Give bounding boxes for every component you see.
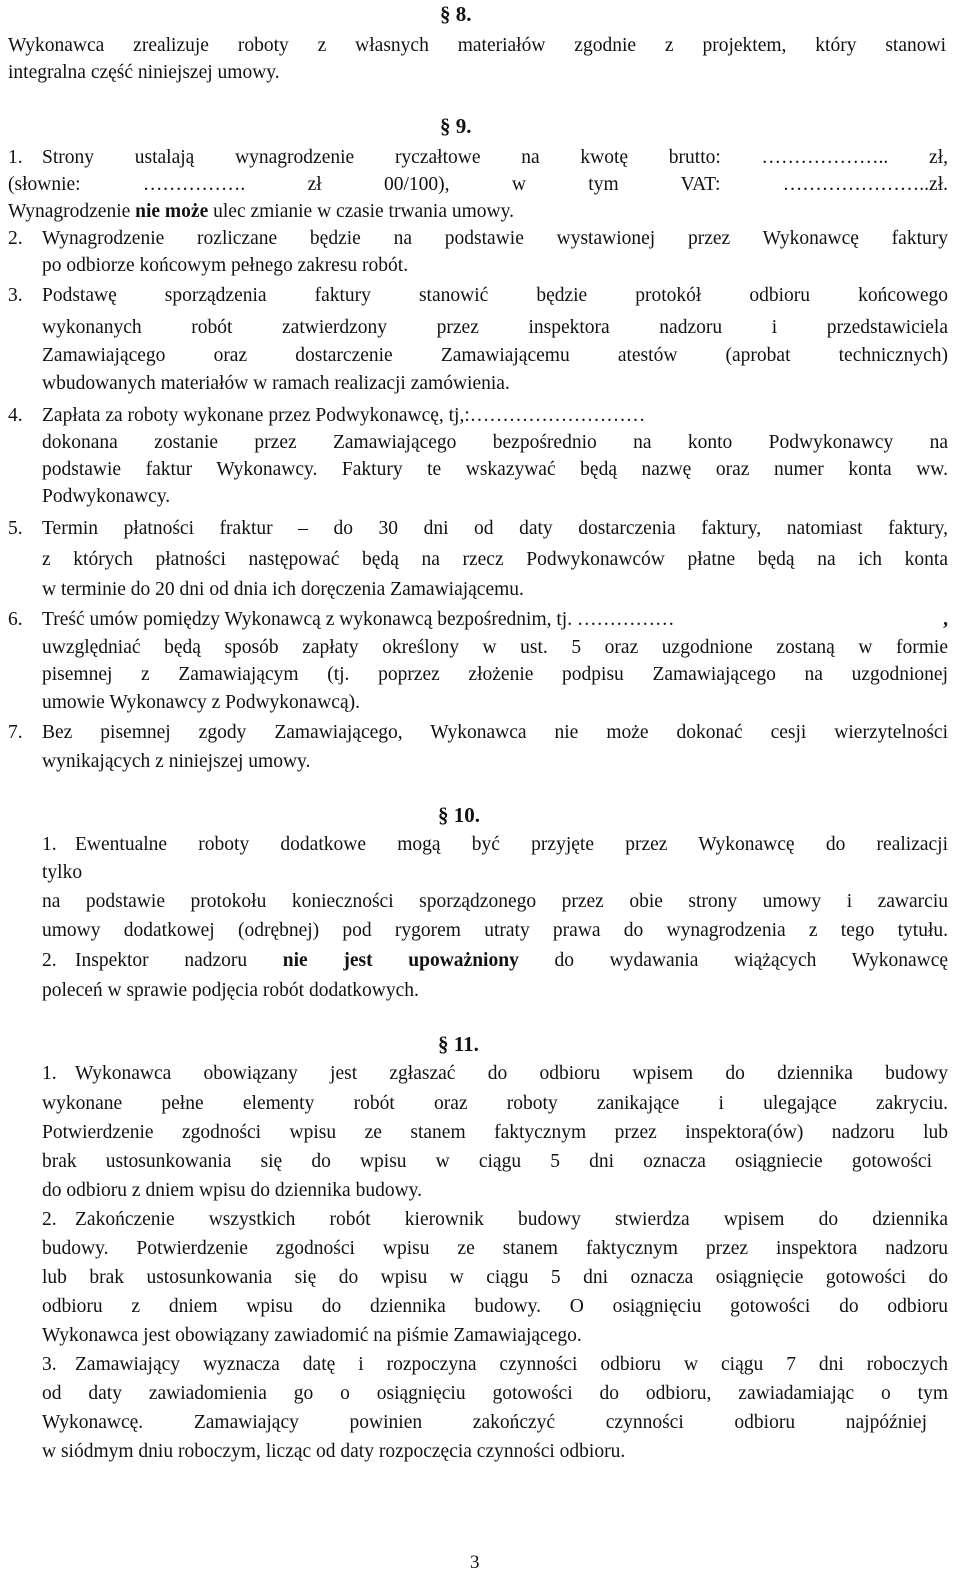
s9-p3-line-2: wykonanych robót zatwierdzony przez inspektora nadzoru i przedstawiciela	[42, 317, 948, 338]
s9-p3-line-3: Zamawiającego oraz dostarczenie Zamawiającemu atestów (aprobat technicznych)	[42, 345, 948, 366]
s11-p2-line-1: Zakończenie wszystkich robót kierownik budowy stwierdza wpisem do dziennika	[75, 1209, 948, 1230]
s11-p1-line-3: Potwierdzenie zgodności wpisu ze stanem faktycznym przez inspektora(ów) nadzoru lub	[42, 1122, 948, 1143]
s9-p3-line-1: Podstawę sporządzenia faktury stanowić będzie protokół odbioru końcowego	[42, 285, 948, 306]
s9-p6-line-2: uwzględniać będą sposób zapłaty określony w ust. 5 oraz uzgodnione zostaną w formie	[42, 637, 948, 658]
s9-p4-line-4: Podwykonawcy.	[42, 486, 171, 507]
s9-p6-line-3: pisemnej z Zamawiającym (tj. poprzez złożenie podpisu Zamawiającego na uzgodnionej	[42, 664, 948, 685]
s9-p5-line-1: Termin płatności fraktur – do 30 dni od daty dostarczenia faktury, natomiast faktury,	[42, 518, 948, 539]
s9-p6-line-4: umowie Wykonawcy z Podwykonawcą).	[42, 692, 360, 713]
s9-p1-number: 1.	[8, 147, 23, 168]
page-number: 3	[470, 1552, 480, 1573]
s9-p4-line-1: Zapłata za roboty wykonane przez Podwykonawcę, tj,:………………………	[42, 405, 646, 426]
s10-p1-line-3: na podstawie protokołu konieczności sporządzonego przez obie strony umowy i zawarciu	[42, 891, 948, 912]
s11-p1-line-5: do odbioru z dniem wpisu do dziennika budowy.	[42, 1180, 423, 1201]
s9-p1-line-1: Strony ustalają wynagrodzenie ryczałtowe na kwotę brutto: ……………….. zł,	[42, 147, 948, 168]
s9-p3-number: 3.	[8, 285, 23, 306]
s11-p1-line-4: brak ustosunkowania się do wpisu w ciągu 5 dni oznacza osiągniecie gotowości	[42, 1151, 932, 1172]
s9-p4-number: 4.	[8, 405, 23, 426]
s11-p3-line-1: Zamawiający wyznacza datę i rozpoczyna czynności odbioru w ciągu 7 dni roboczych	[75, 1354, 948, 1375]
s9-p2-line-1: Wynagrodzenie rozliczane będzie na podstawie wystawionej przez Wykonawcę faktury	[42, 228, 948, 249]
s11-p1-line-1: Wykonawca obowiązany jest zgłaszać do odbioru wpisem do dziennika budowy	[75, 1063, 948, 1084]
s9-p3-line-4: wbudowanych materiałów w ramach realizacji zamówienia.	[42, 373, 510, 394]
section-11-heading: § 11.	[438, 1032, 479, 1056]
s9-p2-line-2: po odbiorze końcowym pełnego zakresu robót.	[42, 255, 409, 276]
s11-p3-line-3: Wykonawcę. Zamawiający powinien zakończyć czynności odbioru najpóźniej	[42, 1412, 927, 1433]
s11-p2-number: 2.	[42, 1209, 57, 1230]
s9-p4-line-3: podstawie faktur Wykonawcy. Faktury te wskazywać będą nazwę oraz numer konta ww.	[42, 459, 948, 480]
s9-p7-number: 7.	[8, 722, 23, 743]
s11-p1-number: 1.	[42, 1063, 57, 1084]
s10-p1-line-4: umowy dodatkowej (odrębnej) pod rygorem utraty prawa do wynagrodzenia z tego tytułu.	[42, 920, 948, 941]
s11-p3-line-2: od daty zawiadomienia go o osiągnięciu gotowości do odbioru, zawiadamiając o tym	[42, 1383, 948, 1404]
s9-p6-number: 6.	[8, 609, 23, 630]
section-9-heading: § 9.	[440, 114, 472, 138]
s10-p2-number: 2.	[42, 950, 57, 971]
s11-p2-line-4: odbioru z dniem wpisu do dziennika budowy. O osiągnięciu gotowości do odbioru	[42, 1296, 948, 1317]
section-10-heading: § 10.	[438, 803, 480, 827]
s9-p7-line-1: Bez pisemnej zgody Zamawiającego, Wykonawca nie może dokonać cesji wierzytelności	[42, 722, 948, 743]
s11-p3-number: 3.	[42, 1354, 57, 1375]
s9-p1-line-2: (słownie: ……………. zł 00/100), w tym VAT: …………………..zł.	[8, 174, 948, 195]
s9-p2-number: 2.	[8, 228, 23, 249]
s11-p2-line-5: Wykonawca jest obowiązany zawiadomić na piśmie Zamawiającego.	[42, 1325, 582, 1346]
s10-p1-line-1: Ewentualne roboty dodatkowe mogą być przyjęte przez Wykonawcę do realizacji	[75, 834, 948, 855]
s9-p5-line-2: z których płatności następować będą na rzecz Podwykonawców płatne będą na ich konta	[42, 549, 948, 570]
s10-p1-line-2: tylko	[42, 862, 83, 883]
section-8-heading: § 8.	[440, 2, 472, 26]
s11-p3-line-4: w siódmym dniu roboczym, licząc od daty rozpoczęcia czynności odbioru.	[42, 1441, 626, 1462]
s9-p1-line-3: Wynagrodzenie nie może ulec zmianie w czasie trwania umowy.	[8, 201, 514, 222]
s11-p1-line-2: wykonane pełne elementy robót oraz roboty zanikające i ulegające zakryciu.	[42, 1093, 948, 1114]
s9-p5-line-3: w terminie do 20 dni od dnia ich doręczenia Zamawiającemu.	[42, 579, 524, 600]
s9-p5-number: 5.	[8, 518, 23, 539]
s11-p2-line-2: budowy. Potwierdzenie zgodności wpisu ze stanem faktycznym przez inspektora nadzoru	[42, 1238, 948, 1259]
s10-p2-line-1: Inspektor nadzoru nie jest upoważniony do wydawania wiążących Wykonawcę	[75, 950, 949, 971]
section-8-line-2: integralna część niniejszej umowy.	[8, 62, 280, 83]
s9-p6-line-1: Treść umów pomiędzy Wykonawcą z wykonawcą bezpośrednim, tj. …………… ,	[42, 609, 948, 630]
s10-p1-number: 1.	[42, 834, 57, 855]
s9-p4-line-2: dokonana zostanie przez Zamawiającego bezpośrednio na konto Podwykonawcy na	[42, 432, 948, 453]
s9-p7-line-2: wynikających z niniejszej umowy.	[42, 751, 311, 772]
s11-p2-line-3: lub brak ustosunkowania się do wpisu w ciągu 5 dni oznacza osiągnięcie gotowości do	[42, 1267, 948, 1288]
s10-p2-line-2: poleceń w sprawie podjęcia robót dodatkowych.	[42, 980, 419, 1001]
section-8-line-1: Wykonawca zrealizuje roboty z własnych materiałów zgodnie z projektem, który stanowi	[8, 35, 946, 56]
